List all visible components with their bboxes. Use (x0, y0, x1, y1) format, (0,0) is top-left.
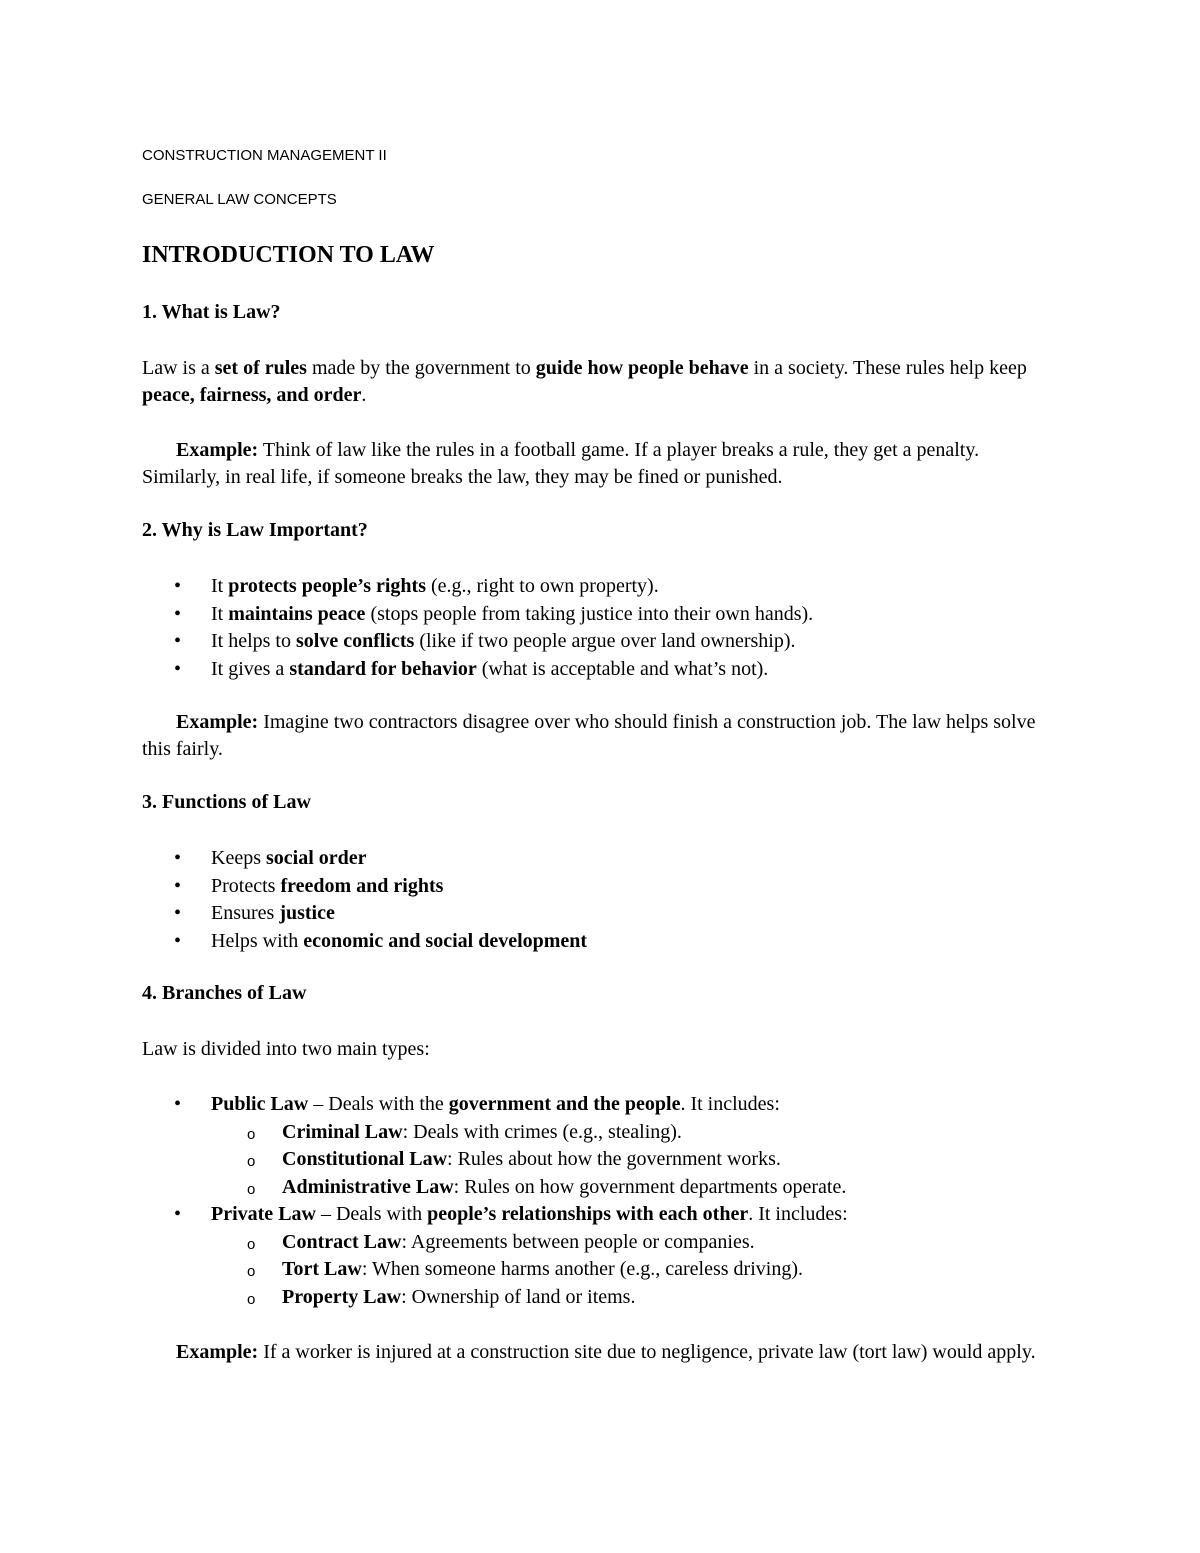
document-title: INTRODUCTION TO LAW (142, 242, 435, 268)
example-negligence: Example: If a worker is injured at a construction site due to negligence, private law (tort law) would apply. (176, 1341, 1036, 1363)
importance-list (142, 573, 813, 683)
section-heading-what-is-law: 1. What is Law? (142, 301, 281, 323)
list-item: o Tort Law: When someone harms another (e.g., careless driving). (211, 1256, 848, 1284)
list-item: • Ensures justice (142, 900, 587, 928)
list-item: • It helps to solve conflicts (like if two people argue over land ownership). (142, 628, 813, 656)
list-item: o Constitutional Law: Rules about how the government works. (211, 1146, 848, 1174)
list-item: o Contract Law: Agreements between people or companies. (211, 1229, 848, 1257)
branches-list (142, 1091, 848, 1311)
course-header: CONSTRUCTION MANAGEMENT II (142, 147, 387, 164)
list-item-public-law: • Public Law – Deals with the government and the people. It includes: o Criminal Law: Deals with crimes (e.g., stealing). o Constitutional Law: Rules about how the government works. o Administrative Law: Rules on how government departments operate. (142, 1091, 848, 1201)
branches-intro: Law is divided into two main types: (142, 1038, 430, 1060)
list-item: • It gives a standard for behavior (what is acceptable and what’s not). (142, 656, 813, 684)
paragraph-definition: Law is a set of rules made by the government to guide how people behave in a society. These rules help keep peace, fairness, and order. (142, 357, 1027, 406)
example-football: Example: Think of law like the rules in a football game. If a player breaks a rule, they get a penalty. Similarly, in real life, if someone breaks the law, they may be fined or punished. (142, 439, 980, 488)
list-item: • Keeps social order (142, 845, 587, 873)
section-heading-why-important: 2. Why is Law Important? (142, 519, 368, 541)
functions-list (142, 845, 587, 955)
list-item: o Property Law: Ownership of land or items. (211, 1284, 848, 1312)
topic-header: GENERAL LAW CONCEPTS (142, 191, 337, 208)
list-item: o Administrative Law: Rules on how government departments operate. (211, 1174, 848, 1202)
list-item: o Criminal Law: Deals with crimes (e.g., stealing). (211, 1119, 848, 1147)
section-heading-branches: 4. Branches of Law (142, 982, 307, 1004)
list-item: • It maintains peace (stops people from taking justice into their own hands). (142, 601, 813, 629)
list-item: • Protects freedom and rights (142, 873, 587, 901)
list-item-private-law: • Private Law – Deals with people’s relationships with each other. It includes: o Contract Law: Agreements between people or companies. o Tort Law: When someone harms another (e.g., careless driving). o Property Law: Ownership of land or items. (142, 1201, 848, 1311)
list-item: • It protects people’s rights (e.g., right to own property). (142, 573, 813, 601)
section-heading-functions: 3. Functions of Law (142, 791, 311, 813)
example-contractors: Example: Imagine two contractors disagree over who should finish a construction job. The law helps solve this fairly. (142, 711, 1036, 760)
private-law-sublist (211, 1229, 848, 1312)
list-item: • Helps with economic and social development (142, 928, 587, 956)
public-law-sublist (211, 1119, 848, 1202)
